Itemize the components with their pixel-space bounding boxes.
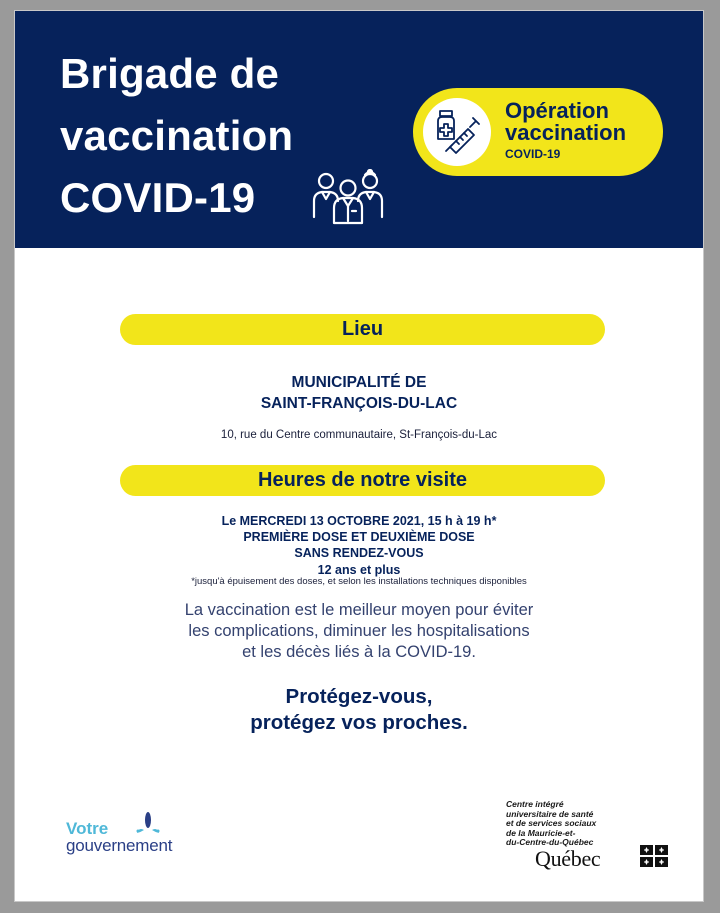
badge-line-3: COVID-19 bbox=[505, 147, 561, 161]
slogan-line-1: Protégez-vous, bbox=[285, 685, 433, 708]
cisss-org-name bbox=[506, 800, 596, 848]
badge-line-2: vaccination bbox=[505, 120, 627, 145]
slogan bbox=[15, 684, 703, 736]
medical-staff-icon bbox=[312, 169, 384, 225]
poster-title bbox=[60, 43, 293, 229]
slogan-line-2: protégez vos proches. bbox=[250, 711, 468, 734]
org-line-4: de la Mauricie-et- bbox=[506, 827, 576, 838]
badge-line-1: Opération bbox=[505, 98, 609, 123]
vaccination-message bbox=[15, 600, 703, 663]
org-line-2: universitaire de santé bbox=[506, 808, 594, 819]
poster-page bbox=[15, 11, 703, 901]
message-line-3: et les décès liés à la COVID-19. bbox=[242, 643, 476, 661]
org-line-5: du-Centre-du-Québec bbox=[506, 837, 594, 847]
visit-walk-in: SANS RENDEZ-VOUS bbox=[294, 546, 424, 560]
message-line-1: La vaccination est le meilleur moyen pour éviter bbox=[184, 601, 534, 619]
municipality-name bbox=[15, 372, 703, 414]
address: 10, rue du Centre communautaire, St-François-du-Lac bbox=[220, 429, 498, 441]
org-line-1: Centre intégré bbox=[506, 799, 564, 809]
municipality-line-2: SAINT-FRANÇOIS-DU-LAC bbox=[260, 395, 458, 412]
header-banner bbox=[15, 11, 703, 248]
cisss-quebec-logo bbox=[506, 800, 686, 870]
location-heading: Lieu bbox=[120, 314, 605, 345]
badge-text bbox=[505, 100, 626, 163]
visit-age: 12 ans et plus bbox=[317, 563, 401, 577]
votre-gouvernement-logo bbox=[66, 811, 226, 861]
title-line-2: vaccination bbox=[60, 112, 294, 159]
fleur-de-lis-icon bbox=[134, 811, 162, 837]
title-line-3: COVID-19 bbox=[60, 174, 256, 221]
gov-logo-line-2: gouvernement bbox=[66, 836, 173, 855]
badge-icon-circle bbox=[423, 98, 491, 166]
message-line-2: les complications, diminuer les hospitalisations bbox=[188, 622, 530, 640]
operation-vaccination-badge bbox=[413, 88, 663, 176]
municipality-line-1: MUNICIPALITÉ DE bbox=[291, 374, 427, 391]
quebec-wordmark: Québec bbox=[535, 846, 601, 871]
visit-doses: PREMIÈRE DOSE ET DEUXIÈME DOSE bbox=[243, 530, 475, 544]
visit-date: Le MERCREDI 13 OCTOBRE 2021, 15 h à 19 h* bbox=[221, 514, 497, 528]
visit-details bbox=[15, 513, 703, 578]
title-line-1: Brigade de bbox=[60, 50, 280, 97]
gov-logo-line-1: Votre bbox=[66, 819, 109, 838]
visit-hours-heading: Heures de notre visite bbox=[120, 465, 605, 496]
footnote: *jusqu'à épuisement des doses, et selon les installations techniques disponibles bbox=[191, 576, 527, 587]
vaccine-syringe-icon bbox=[432, 107, 482, 157]
org-line-3: et de services sociaux bbox=[506, 818, 597, 828]
